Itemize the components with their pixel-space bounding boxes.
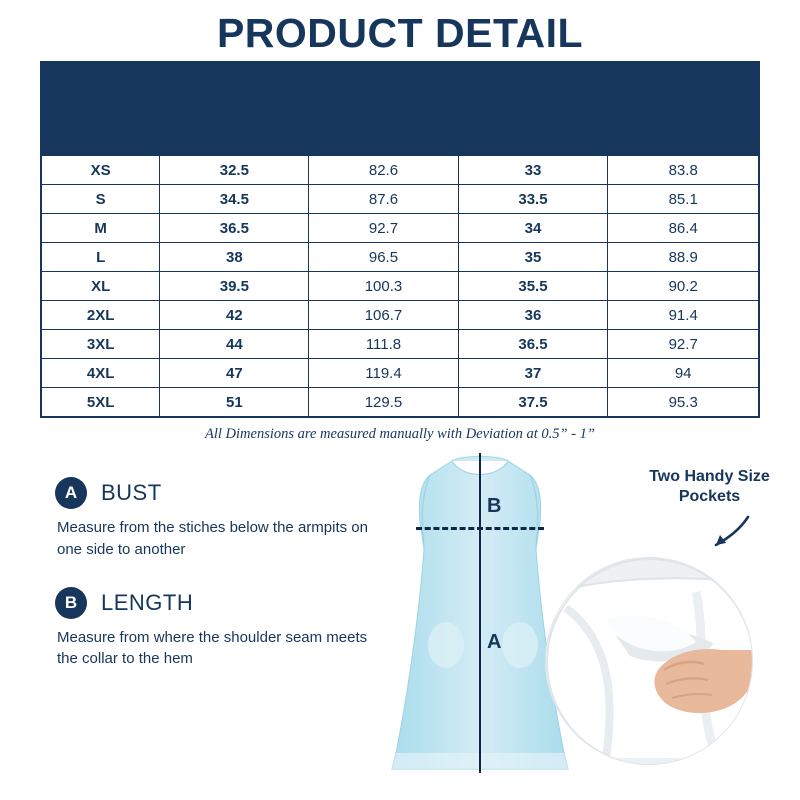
cell-bust-inch: 44 bbox=[160, 330, 309, 359]
cell-bust-inch: 51 bbox=[160, 388, 309, 417]
header-size: SIZE bbox=[42, 96, 160, 156]
length-measure-line bbox=[479, 453, 481, 773]
cell-length-inch: 37 bbox=[458, 359, 608, 388]
cell-bust-cm: 106.7 bbox=[309, 301, 458, 330]
cell-bust-cm: 87.6 bbox=[309, 185, 458, 214]
diagram-label-a: A bbox=[487, 631, 502, 654]
cell-bust-cm: 129.5 bbox=[309, 388, 458, 417]
cell-length-inch: 36 bbox=[458, 301, 608, 330]
size-guide-table bbox=[41, 62, 759, 417]
cell-length-cm: 94 bbox=[608, 359, 759, 388]
cell-size: S bbox=[42, 185, 160, 214]
badge-b: B bbox=[55, 587, 87, 619]
table-row bbox=[42, 272, 759, 301]
measurement-guide-section bbox=[0, 453, 800, 773]
diagram-label-b: B bbox=[487, 495, 502, 518]
cell-size: 3XL bbox=[42, 330, 160, 359]
table-row bbox=[42, 359, 759, 388]
table-banner-row bbox=[42, 63, 759, 96]
cell-size: M bbox=[42, 214, 160, 243]
table-row bbox=[42, 156, 759, 185]
table-row bbox=[42, 330, 759, 359]
table-row bbox=[42, 388, 759, 417]
cell-length-cm: 95.3 bbox=[608, 388, 759, 417]
measurement-note: All Dimensions are measured manually with Deviation at 0.5” - 1” bbox=[205, 426, 595, 443]
cell-bust-inch: 39.5 bbox=[160, 272, 309, 301]
legend-title-length: LENGTH bbox=[101, 589, 194, 615]
cell-length-inch: 33 bbox=[458, 156, 608, 185]
cell-bust-cm: 119.4 bbox=[309, 359, 458, 388]
legend-title-bust: BUST bbox=[101, 480, 162, 506]
cell-length-inch: 33.5 bbox=[458, 185, 608, 214]
cell-bust-inch: 36.5 bbox=[160, 214, 309, 243]
cell-bust-cm: 100.3 bbox=[309, 272, 458, 301]
pocket-photo-illustration bbox=[546, 558, 753, 765]
badge-a: A bbox=[55, 477, 87, 509]
cell-length-cm: 88.9 bbox=[608, 243, 759, 272]
cell-bust-inch: 42 bbox=[160, 301, 309, 330]
cell-length-inch: 34 bbox=[458, 214, 608, 243]
table-row bbox=[42, 185, 759, 214]
page-title: PRODUCT DETAIL bbox=[216, 10, 584, 56]
legend-text-bust: Measure from the stiches below the armpits on one side to another bbox=[57, 519, 368, 558]
cell-length-inch: 36.5 bbox=[458, 330, 608, 359]
table-row bbox=[42, 301, 759, 330]
dress-diagram bbox=[380, 453, 580, 773]
cell-length-cm: 86.4 bbox=[608, 214, 759, 243]
cell-bust-cm: 96.5 bbox=[309, 243, 458, 272]
legend-item-length bbox=[55, 587, 385, 671]
cell-bust-inch: 32.5 bbox=[160, 156, 309, 185]
table-row bbox=[42, 243, 759, 272]
cell-size: 2XL bbox=[42, 301, 160, 330]
unit-bust-inch: Inch bbox=[160, 128, 309, 156]
header-bust: BUST (A) bbox=[160, 96, 458, 128]
pocket-callout-text: Two Handy Size Pockets bbox=[649, 468, 770, 506]
cell-length-cm: 85.1 bbox=[608, 185, 759, 214]
cell-bust-cm: 92.7 bbox=[309, 214, 458, 243]
cell-size: 5XL bbox=[42, 388, 160, 417]
cell-bust-cm: 82.6 bbox=[309, 156, 458, 185]
cell-length-inch: 35.5 bbox=[458, 272, 608, 301]
table-row bbox=[42, 214, 759, 243]
size-guide-table-wrapper bbox=[40, 61, 760, 418]
cell-size: XS bbox=[42, 156, 160, 185]
cell-length-cm: 91.4 bbox=[608, 301, 759, 330]
header-length: LENGTH (B) bbox=[458, 96, 758, 128]
cell-length-cm: 83.8 bbox=[608, 156, 759, 185]
cell-size: L bbox=[42, 243, 160, 272]
unit-length-inch: Inch bbox=[458, 128, 608, 156]
unit-length-cm: Cm bbox=[608, 128, 759, 156]
arrow-down-icon bbox=[700, 515, 760, 555]
cell-bust-inch: 47 bbox=[160, 359, 309, 388]
cell-bust-inch: 34.5 bbox=[160, 185, 309, 214]
legend-text-length: Measure from where the shoulder seam meets the collar to the hem bbox=[57, 628, 368, 668]
cell-length-cm: 90.2 bbox=[608, 272, 759, 301]
cell-bust-inch: 38 bbox=[160, 243, 309, 272]
unit-bust-cm: Cm bbox=[309, 128, 458, 156]
cell-size: XL bbox=[42, 272, 160, 301]
cell-length-cm: 92.7 bbox=[608, 330, 759, 359]
legend bbox=[55, 477, 385, 696]
pocket-photo bbox=[545, 557, 753, 765]
cell-bust-cm: 111.8 bbox=[309, 330, 458, 359]
cell-length-inch: 35 bbox=[458, 243, 608, 272]
cell-length-inch: 37.5 bbox=[458, 388, 608, 417]
table-group-header-row bbox=[42, 96, 759, 128]
size-guide-banner: SIZE GUIDE bbox=[42, 63, 759, 96]
cell-size: 4XL bbox=[42, 359, 160, 388]
legend-item-bust bbox=[55, 477, 385, 561]
